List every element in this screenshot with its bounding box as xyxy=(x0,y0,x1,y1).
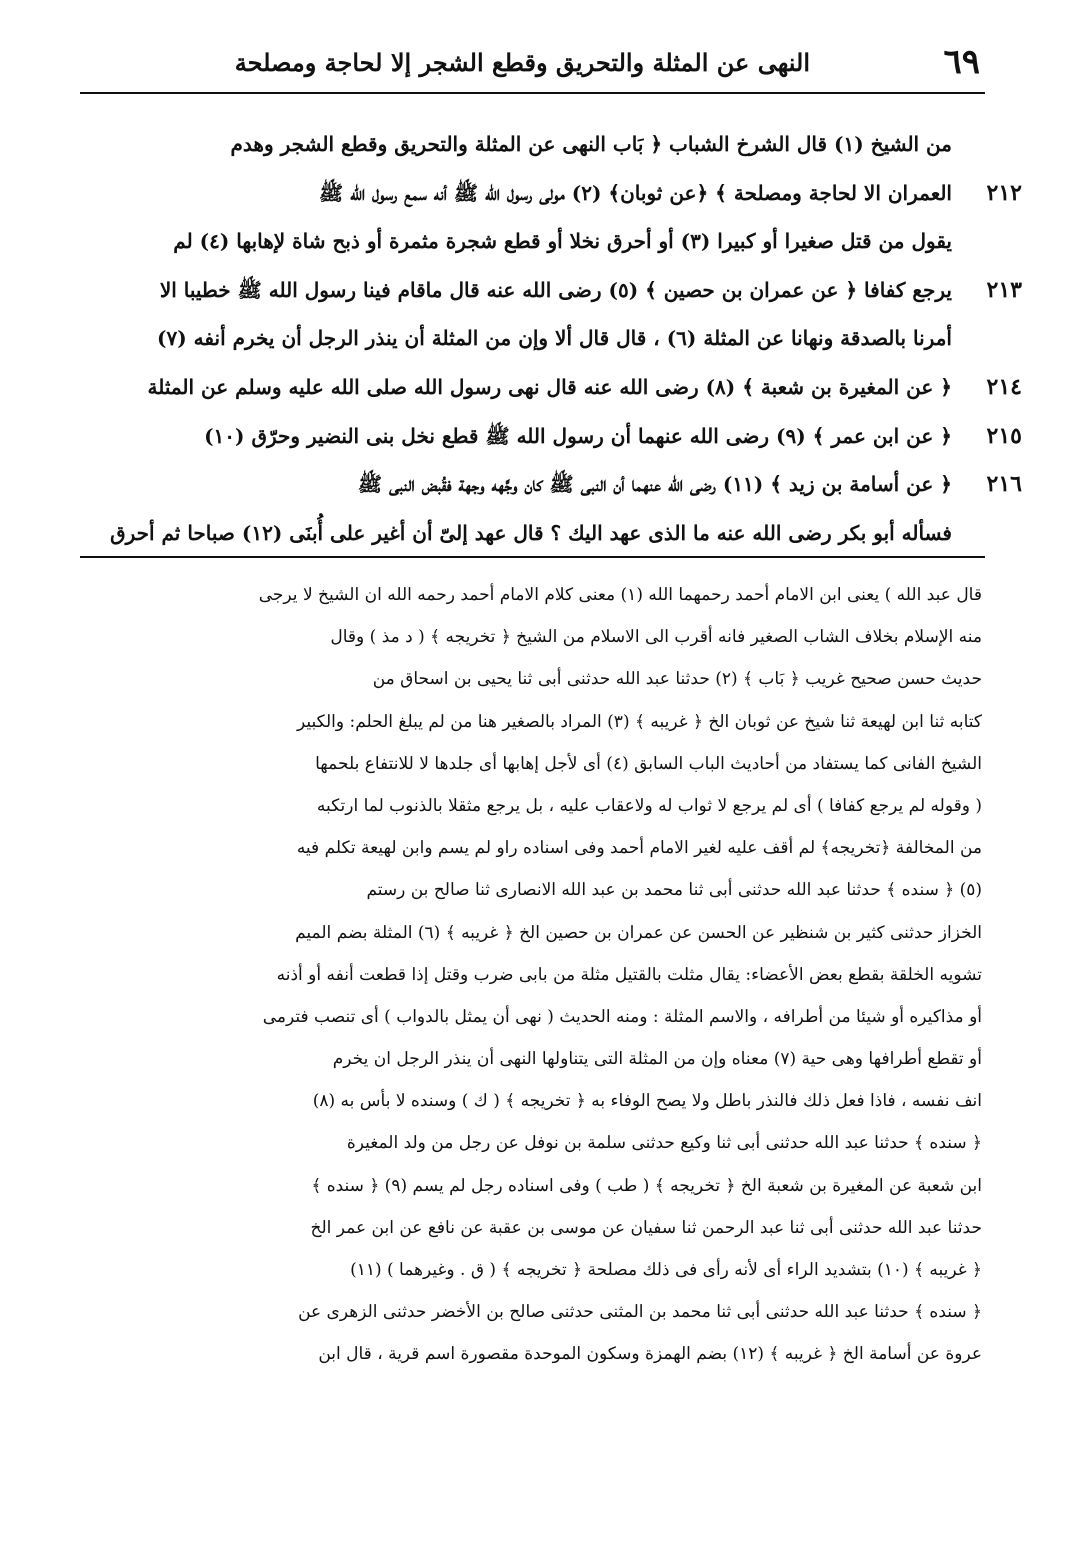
footnote-line: منه الإسلام بخلاف الشاب الصغير فانه أقرب الى الاسلام من الشيخ ﴿ تخريجه ﴾ ( د مذ ) وقال xyxy=(330,627,982,648)
footnote-line: حدثنا عبد الله حدثنى أبى ثنا عبد الرحمن ثنا سفيان عن موسى بن عقبة عن نافع عن ابن عمر الخ xyxy=(310,1217,982,1238)
hadith-number: ٢١٤ xyxy=(986,373,1022,400)
footnote-line: قال عبد الله ) يعنى ابن الامام أحمد رحمهما الله (١) معنى كلام الامام أحمد رحمه الله ان الشيخ لا يرجى xyxy=(258,585,982,605)
main-text-line-content: يرجع كفافا ﴿ عن عمران بن حصين ﴾ (٥) رضى الله عنه قال ماقام فينا رسول الله ﷺ خطيبا الا xyxy=(159,277,952,302)
main-text-line xyxy=(102,217,952,266)
footnote-line: انف نفسه ، فاذا فعل ذلك فالنذر باطل ولا يصح الوفاء به ﴿ تخريجه ﴾ ( ك ) وسنده لا بأس به (٨) xyxy=(312,1091,982,1112)
header-rule xyxy=(80,92,985,94)
footnotes xyxy=(80,574,982,1376)
footnote-line: من المخالفة ﴿تخريجه﴾ لم أقف عليه لغير الامام أحمد وفى اسناده راو لم يسم وابن لهيعة تكلم فيه xyxy=(296,838,982,859)
footnote-line: تشويه الخلقة بقطع بعض الأعضاء: يقال مثلت بالقتيل مثلة من بابى ضرب وقتل إذا قطعت أنفه أو أذنه xyxy=(276,964,982,985)
main-text-line-content: فسأله أبو بكر رضى الله عنه ما الذى عهد اليك ؟ قال عهد إلىّ أن أغير على أُبنَى (١٢) صباحا ثم أحرق xyxy=(110,520,952,545)
hadith-number: ٢١٥ xyxy=(986,422,1022,449)
main-text-line xyxy=(102,460,1022,509)
main-text-line-content: العمران الا لحاجة ومصلحة ﴾ ﴿عن ثوبان﴾ (٢) مولى رسول الله ﷺ أنه سمع رسول الله ﷺ xyxy=(319,180,952,205)
main-text-line-content: ﴿ عن المغيرة بن شعبة ﴾ (٨) رضى الله عنه قال نهى رسول الله صلى الله عليه وسلم عن المثلة xyxy=(147,374,952,399)
running-title: النهى عن المثلة والتحريق وقطع الشجر إلا لحاجة ومصلحة xyxy=(234,48,810,77)
footnote-line: كتابه ثنا ابن لهيعة ثنا شيخ عن ثوبان الخ ﴿ غريبه ﴾ (٣) المراد بالصغير هنا من لم يبلغ الحلم: والكبير xyxy=(296,711,982,732)
page-number: ٦٩ xyxy=(943,42,980,82)
hadith-number: ٢١٦ xyxy=(986,471,1022,498)
main-text-line xyxy=(102,120,952,169)
main-text-line xyxy=(102,169,1022,218)
footnote-line: عروة عن أسامة الخ ﴿ غريبه ﴾ (١٢) بضم الهمزة وسكون الموحدة مقصورة اسم قرية ، قال ابن xyxy=(318,1344,982,1365)
footnote-line: حديث حسن صحيح غريب ﴿ بَاب ﴾ (٢) حدثنا عبد الله حدثنى أبى ثنا يحيى بن اسحاق من xyxy=(372,669,982,690)
hadith-number: ٢١٣ xyxy=(986,276,1022,303)
footnote-line: أو مذاكيره أو شيئا من أطرافه ، والاسم المثلة : ومنه الحديث ( نهى أن يمثل بالدواب ) أى تنصب فترمى xyxy=(262,1006,982,1027)
footnote-divider xyxy=(80,556,985,558)
main-text-line-content: يقول من قتل صغيرا أو كبيرا (٣) أو أحرق نخلا أو قطع شجرة مثمرة أو ذبح شاة لإهابها (٤) لم xyxy=(173,229,952,254)
main-text xyxy=(102,120,1022,557)
main-text-line xyxy=(102,314,952,363)
footnote-line: ﴿ غريبه ﴾ (١٠) بتشديد الراء أى لأنه رأى فى ذلك مصلحة ﴿ تخريجه ﴾ ( ق . وغيرهما ) (١١) xyxy=(350,1260,982,1280)
main-text-line xyxy=(102,509,952,558)
main-text-line-content: من الشيخ (١) قال الشرخ الشباب ﴿ بَاب النهى عن المثلة والتحريق وقطع الشجر وهدم xyxy=(230,132,952,156)
footnote-line: (٥) ﴿ سنده ﴾ حدثنا عبد الله حدثنى أبى ثنا محمد بن عبد الله الانصارى ثنا صالح بن رستم xyxy=(366,880,982,901)
footnote-line: ﴿ سنده ﴾ حدثنا عبد الله حدثنى أبى ثنا وكيع حدثنى سلمة بن نوفل عن رجل من ولد المغيرة xyxy=(346,1133,982,1154)
main-text-line xyxy=(102,412,1022,461)
main-text-line xyxy=(102,266,1022,315)
main-text-line-content: ﴿ عن أسامة بن زيد ﴾ (١١) رضى الله عنهما أن النبى ﷺ كان وجَّهه وجهة فقُبض النبى ﷺ xyxy=(357,472,952,497)
footnote-line: ﴿ سنده ﴾ حدثنا عبد الله حدثنى أبى ثنا محمد بن المثنى حدثنى صالح بن الأخضر حدثنى الزهرى عن xyxy=(298,1302,982,1323)
main-text-line-content: أمرنا بالصدقة ونهانا عن المثلة (٦) ، قال قال ألا وإن من المثلة أن ينذر الرجل أن يخرم أنفه (٧) xyxy=(157,326,952,351)
hadith-number: ٢١٢ xyxy=(986,179,1022,206)
page-header xyxy=(80,40,980,86)
footnote-line: أو تقطع أطرافها وهى حية (٧) معناه وإن من المثلة التى يتناولها النهى أن ينذر الرجل ان يخرم xyxy=(332,1049,982,1070)
footnote-line: ابن شعبة عن المغيرة بن شعبة الخ ﴿ تخريجه ﴾ ( طب ) وفى اسناده رجل لم يسم (٩) ﴿ سنده ﴾ xyxy=(311,1175,982,1196)
footnote-line: ( وقوله لم يرجع كفافا ) أى لم يرجع لا ثواب له ولاعقاب عليه ، بل يرجع مثقلا بالذنوب لما ارتكبه xyxy=(316,795,982,816)
footnote-line: الشيخ الفانى كما يستفاد من أحاديث الباب السابق (٤) أى لأجل إهابها أى جلدها لا للانتفاع بلحمها xyxy=(315,753,982,774)
main-text-line-content: ﴿ عن ابن عمر ﴾ (٩) رضى الله عنهما أن رسول الله ﷺ قطع نخل بنى النضير وحرّق (١٠) xyxy=(204,423,952,448)
main-text-line xyxy=(102,363,1022,412)
footnote-line: الخزاز حدثنى كثير بن شنظير عن الحسن عن عمران بن حصين الخ ﴿ غريبه ﴾ (٦) المثلة بضم الميم xyxy=(295,922,982,943)
